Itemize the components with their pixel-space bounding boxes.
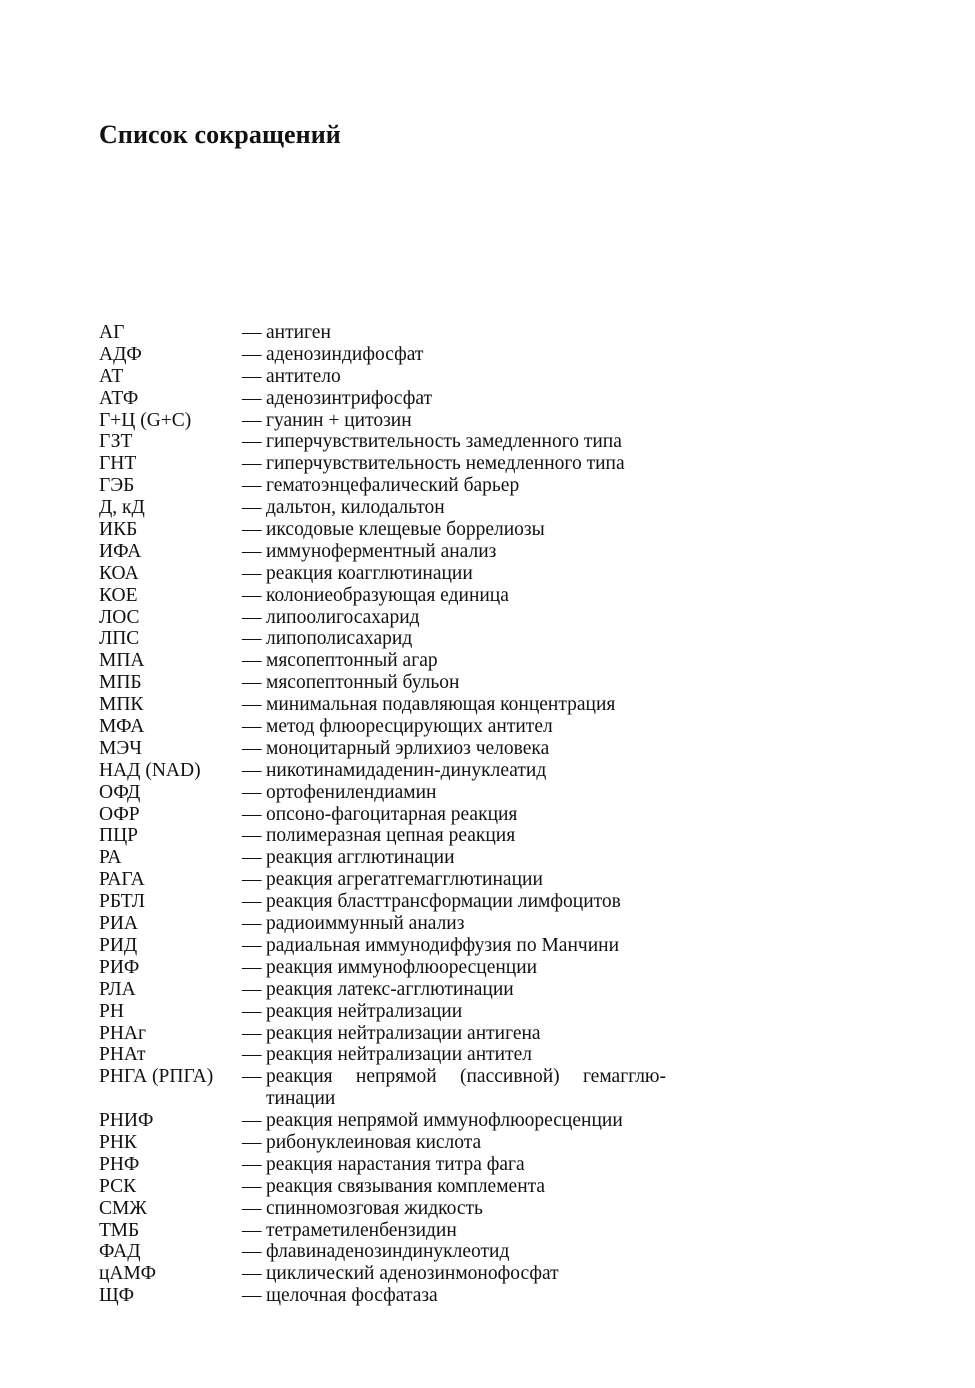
abbreviation-row — [99, 475, 679, 497]
abbreviation-term: РИФ — [99, 956, 140, 978]
abbreviation-row — [99, 1110, 679, 1132]
dash-separator: — — [242, 847, 262, 869]
abbreviation-row — [99, 585, 679, 607]
abbreviation-term: МПА — [99, 650, 145, 672]
abbreviation-row — [99, 453, 679, 475]
abbreviation-definition: реакция нейтрализации антител — [266, 1044, 533, 1066]
abbreviation-definition: минимальная подавляющая концентрация — [266, 694, 616, 716]
page-title: Список сокращений — [99, 120, 341, 149]
abbreviation-term: КОЕ — [99, 584, 138, 606]
abbreviation-row — [99, 825, 679, 847]
abbreviation-row — [99, 738, 679, 760]
abbreviation-term: РИД — [99, 934, 138, 956]
abbreviation-definition: мясопептонный бульон — [266, 672, 460, 694]
abbreviation-definition: радиоиммунный анализ — [266, 913, 465, 935]
dash-separator: — — [242, 694, 262, 716]
abbreviation-definition: колониеобразующая единица — [266, 584, 509, 606]
dash-separator: — — [242, 431, 262, 453]
abbreviation-row — [99, 366, 679, 388]
dash-separator: — — [242, 737, 262, 759]
abbreviation-term: РБТЛ — [99, 891, 145, 913]
abbreviation-term: ПЦР — [99, 825, 139, 847]
abbreviation-definition: циклический аденозинмонофосфат — [266, 1263, 559, 1285]
abbreviation-definition: реакция бласттрансформации лимфоцитов — [266, 891, 621, 913]
abbreviation-term: ГЭБ — [99, 475, 135, 497]
abbreviation-term: РНК — [99, 1131, 137, 1153]
abbreviation-row — [99, 1132, 679, 1154]
abbreviation-definition: гиперчувствительность немедленного типа — [266, 453, 625, 475]
abbreviation-term: ОФР — [99, 803, 140, 825]
dash-separator: — — [242, 387, 262, 409]
abbreviation-row — [99, 716, 679, 738]
abbreviation-term: АТФ — [99, 387, 139, 409]
abbreviation-row — [99, 388, 679, 410]
abbreviation-definition: моноцитарный эрлихиоз человека — [266, 737, 550, 759]
dash-separator: — — [242, 716, 262, 738]
abbreviation-term: РА — [99, 847, 122, 869]
abbreviation-definition: щелочная фосфатаза — [266, 1285, 438, 1307]
abbreviation-row — [99, 935, 679, 957]
abbreviation-term: СМЖ — [99, 1197, 147, 1219]
abbreviation-row — [99, 847, 679, 869]
abbreviation-row — [99, 869, 679, 891]
dash-separator: — — [242, 672, 262, 694]
abbreviation-term: НАД (NAD) — [99, 759, 201, 781]
abbreviation-definition: реакция нейтрализации антигена — [266, 1022, 541, 1044]
abbreviation-definition: аденозинтрифосфат — [266, 387, 433, 409]
abbreviation-row — [99, 1044, 679, 1066]
abbreviation-row — [99, 1154, 679, 1176]
dash-separator: — — [242, 475, 262, 497]
abbreviation-row — [99, 344, 679, 366]
dash-separator: — — [242, 956, 262, 978]
abbreviation-row — [99, 431, 679, 453]
abbreviation-definition: антитело — [266, 365, 341, 387]
abbreviation-row — [99, 322, 679, 344]
abbreviation-row — [99, 563, 679, 585]
abbreviation-row — [99, 782, 679, 804]
abbreviation-term: ИФА — [99, 540, 142, 562]
abbreviation-term: РНАт — [99, 1044, 146, 1066]
abbreviation-term: МФА — [99, 716, 145, 738]
dash-separator: — — [242, 1131, 262, 1153]
abbreviation-term: РЛА — [99, 978, 136, 1000]
definition-line: реакция непрямой (пассивной) гемагглю- — [266, 1066, 666, 1088]
abbreviation-definition: иксодовые клещевые боррелиозы — [266, 519, 545, 541]
abbreviation-term: ГНТ — [99, 453, 137, 475]
abbreviation-row — [99, 1023, 679, 1045]
dash-separator: — — [242, 1153, 262, 1175]
abbreviation-row — [99, 607, 679, 629]
abbreviation-row — [99, 650, 679, 672]
abbreviation-row — [99, 497, 679, 519]
dash-separator: — — [242, 519, 262, 541]
abbreviation-term: РНАг — [99, 1022, 147, 1044]
abbreviation-list — [99, 322, 679, 1307]
abbreviation-definition: реакция нарастания титра фага — [266, 1153, 525, 1175]
abbreviation-definition: мясопептонный агар — [266, 650, 438, 672]
abbreviation-term: ОФД — [99, 781, 141, 803]
abbreviation-row — [99, 541, 679, 563]
abbreviation-row — [99, 979, 679, 1001]
abbreviation-term: АГ — [99, 322, 125, 343]
abbreviation-definition: реакция агрегатгемагглютинации — [266, 869, 543, 891]
abbreviation-term: ЛОС — [99, 606, 140, 628]
dash-separator: — — [242, 759, 262, 781]
dash-separator: — — [242, 322, 262, 343]
abbreviation-definition: радиальная иммунодиффузия по Манчини — [266, 934, 619, 956]
abbreviation-term: Г+Ц (G+C) — [99, 409, 192, 431]
dash-separator: — — [242, 409, 262, 431]
abbreviation-term: КОА — [99, 562, 139, 584]
abbreviation-term: ГЗТ — [99, 431, 133, 453]
dash-separator: — — [242, 343, 262, 365]
dash-separator: — — [242, 453, 262, 475]
dash-separator: — — [242, 1110, 262, 1132]
dash-separator: — — [242, 1285, 262, 1307]
abbreviation-term: РНГА (РПГА) — [99, 1066, 214, 1088]
abbreviation-definition: опсоно-фагоцитарная реакция — [266, 803, 518, 825]
dash-separator: — — [242, 628, 262, 650]
abbreviation-row — [99, 891, 679, 913]
abbreviation-definition: реакция иммунофлюоресценции — [266, 956, 538, 978]
abbreviation-term: ЛПС — [99, 628, 140, 650]
dash-separator: — — [242, 1197, 262, 1219]
abbreviation-definition: метод флюоресцирующих антител — [266, 716, 553, 738]
dash-separator: — — [242, 825, 262, 847]
abbreviation-term: цАМФ — [99, 1263, 157, 1285]
dash-separator: — — [242, 1219, 262, 1241]
abbreviation-term: Д, кД — [99, 497, 145, 519]
abbreviation-definition: флавинаденозиндинуклеотид — [266, 1241, 510, 1263]
abbreviation-row — [99, 1241, 679, 1263]
abbreviation-definition: реакция непрямой иммунофлюоресценции — [266, 1110, 623, 1132]
dash-separator: — — [242, 1263, 262, 1285]
abbreviation-row — [99, 1220, 679, 1242]
abbreviation-definition: реакция нейтрализации — [266, 1000, 463, 1022]
abbreviation-row — [99, 519, 679, 541]
abbreviation-row — [99, 694, 679, 716]
dash-separator: — — [242, 1000, 262, 1022]
abbreviation-definition: полимеразная цепная реакция — [266, 825, 516, 847]
abbreviation-term: МЭЧ — [99, 737, 142, 759]
abbreviation-definition: спинномозговая жидкость — [266, 1197, 483, 1219]
abbreviation-definition: ортофенилендиамин — [266, 781, 437, 803]
dash-separator: — — [242, 1241, 262, 1263]
dash-separator: — — [242, 869, 262, 891]
abbreviation-definition: рибонуклеиновая кислота — [266, 1131, 482, 1153]
abbreviation-definition: реакция латекс-агглютинации — [266, 978, 514, 1000]
abbreviation-term: ФАД — [99, 1241, 141, 1263]
abbreviation-term: РН — [99, 1000, 124, 1022]
dash-separator: — — [242, 562, 262, 584]
dash-separator: — — [242, 913, 262, 935]
abbreviation-definition: тетраметиленбензидин — [266, 1219, 457, 1241]
abbreviation-row — [99, 628, 679, 650]
abbreviation-definition: липополисахарид — [266, 628, 413, 650]
definition-line: тинации — [266, 1088, 336, 1110]
dash-separator: — — [242, 934, 262, 956]
abbreviation-row — [99, 760, 679, 782]
abbreviation-definition: реакция агглютинации — [266, 847, 455, 869]
dash-separator: — — [242, 584, 262, 606]
dash-separator: — — [242, 650, 262, 672]
abbreviation-term: ТМБ — [99, 1219, 140, 1241]
abbreviation-row — [99, 804, 679, 826]
abbreviation-term: РИА — [99, 913, 139, 935]
abbreviation-term: РСК — [99, 1175, 137, 1197]
abbreviation-term: АТ — [99, 365, 124, 387]
abbreviation-definition: реакция связывания комплемента — [266, 1175, 546, 1197]
abbreviation-row — [99, 1285, 679, 1307]
dash-separator: — — [242, 606, 262, 628]
abbreviation-term: ЩФ — [99, 1285, 135, 1307]
abbreviation-definition: никотинамидаденин-динуклеатид — [266, 759, 547, 781]
dash-separator: — — [242, 1022, 262, 1044]
abbreviation-definition: дальтон, килодальтон — [266, 497, 445, 519]
abbreviation-definition: гиперчувствительность замедленного типа — [266, 431, 622, 453]
abbreviation-definition: реакция коагглютинации — [266, 562, 473, 584]
abbreviation-term: МПК — [99, 694, 144, 716]
abbreviation-definition: антиген — [266, 322, 331, 343]
dash-separator: — — [242, 365, 262, 387]
abbreviation-row — [99, 913, 679, 935]
dash-separator: — — [242, 497, 262, 519]
dash-separator: — — [242, 891, 262, 913]
abbreviation-row — [99, 672, 679, 694]
abbreviation-term: МПБ — [99, 672, 142, 694]
dash-separator: — — [242, 781, 262, 803]
dash-separator: — — [242, 803, 262, 825]
abbreviation-term: РАГА — [99, 869, 145, 891]
abbreviation-row — [99, 1198, 679, 1220]
dash-separator: — — [242, 1044, 262, 1066]
abbreviation-row — [99, 1263, 679, 1285]
dash-separator: — — [242, 1175, 262, 1197]
abbreviation-definition: липоолигосахарид — [266, 606, 420, 628]
abbreviation-term: ИКБ — [99, 519, 138, 541]
abbreviation-definition: иммуноферментный анализ — [266, 540, 497, 562]
abbreviation-definition — [266, 1066, 666, 1110]
abbreviation-definition: гуанин + цитозин — [266, 409, 412, 431]
dash-separator: — — [242, 978, 262, 1000]
abbreviation-term: АДФ — [99, 343, 142, 365]
abbreviation-row — [99, 410, 679, 432]
abbreviation-row — [99, 1001, 679, 1023]
abbreviation-row — [99, 1066, 679, 1110]
abbreviation-term: РНФ — [99, 1153, 140, 1175]
abbreviation-row — [99, 957, 679, 979]
dash-separator: — — [242, 540, 262, 562]
dash-separator: — — [242, 1066, 262, 1088]
abbreviation-definition: гематоэнцефалический барьер — [266, 475, 520, 497]
abbreviation-definition: аденозиндифосфат — [266, 343, 424, 365]
abbreviation-row — [99, 1176, 679, 1198]
abbreviation-term: РНИФ — [99, 1110, 154, 1132]
